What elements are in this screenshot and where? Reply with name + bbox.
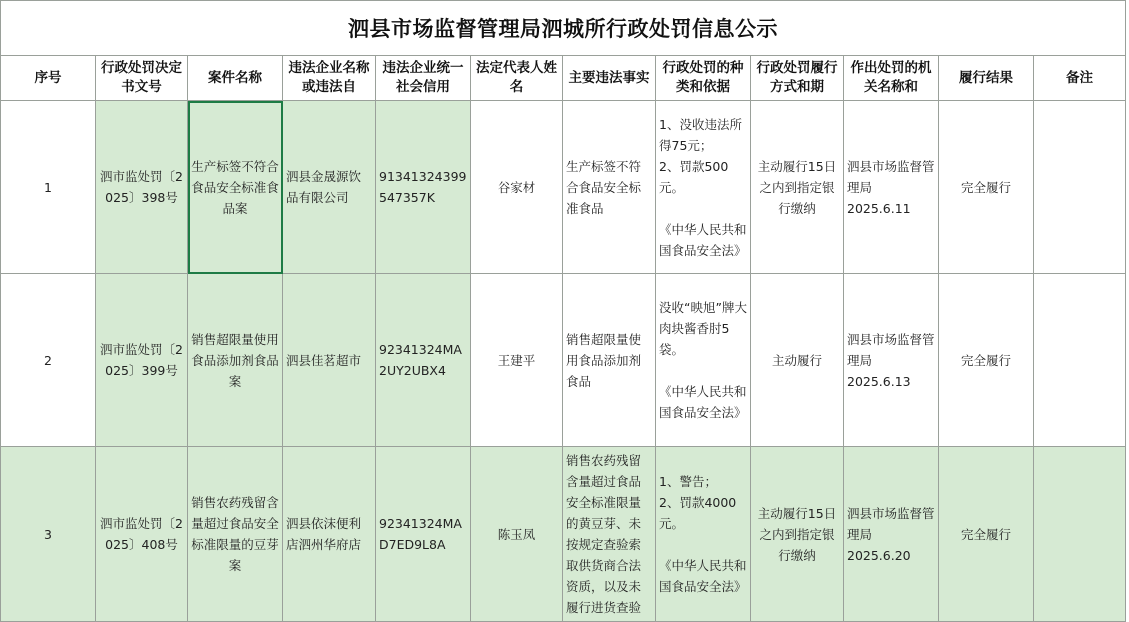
header-row	[1, 56, 1126, 101]
cell-company[interactable]: 泗县金晟源饮品有限公司	[283, 101, 376, 274]
cell-authority[interactable]	[844, 447, 939, 622]
cell-method[interactable]: 主动履行15日之内到指定银行缴纳	[751, 447, 844, 622]
cell-doc[interactable]: 泗市监处罚〔2025〕398号	[96, 101, 188, 274]
authority-date: 2025.6.13	[847, 373, 911, 389]
penalty-line	[659, 360, 747, 381]
authority-date: 2025.6.11	[847, 200, 911, 216]
cell-note[interactable]	[1034, 447, 1126, 622]
header-company[interactable]: 违法企业名称或违法自	[283, 56, 376, 101]
authority-name: 泗县市场监督管理局	[847, 331, 935, 368]
cell-company[interactable]: 泗县依沫便利店泗州华府店	[283, 447, 376, 622]
cell-rep[interactable]: 陈玉凤	[471, 447, 563, 622]
header-doc[interactable]: 行政处罚决定书文号	[96, 56, 188, 101]
cell-method[interactable]: 主动履行	[751, 274, 844, 447]
cell-credit[interactable]: 91341324399547357K	[376, 101, 471, 274]
penalty-line	[659, 198, 747, 219]
cell-method[interactable]: 主动履行15日之内到指定银行缴纳	[751, 101, 844, 274]
table-row	[1, 447, 1126, 622]
cell-company[interactable]: 泗县佳茗超市	[283, 274, 376, 447]
cell-result[interactable]: 完全履行	[939, 447, 1034, 622]
cell-result[interactable]: 完全履行	[939, 274, 1034, 447]
cell-case[interactable]: 销售超限量使用食品添加剂食品案	[188, 274, 283, 447]
cell-facts[interactable]: 销售农药残留含量超过食品安全标准限量的黄豆芽、未按规定查验索取供货商合法资质，以及未履行进货查验	[563, 447, 656, 622]
cell-rep[interactable]: 谷家材	[471, 101, 563, 274]
header-facts[interactable]: 主要违法事实	[563, 56, 656, 101]
cell-authority[interactable]	[844, 274, 939, 447]
table-row	[1, 274, 1126, 447]
cell-case[interactable]: 销售农药残留含量超过食品安全标准限量的豆芽案	[188, 447, 283, 622]
header-no[interactable]: 序号	[1, 56, 96, 101]
authority-name: 泗县市场监督管理局	[847, 158, 935, 195]
penalty-line: 《中华人民共和国食品安全法》	[659, 558, 747, 594]
table-row	[1, 101, 1126, 274]
cell-facts[interactable]: 生产标签不符合食品安全标准食品	[563, 101, 656, 274]
penalty-line: 2、罚款500元。	[659, 158, 729, 195]
cell-doc[interactable]: 泗市监处罚〔2025〕408号	[96, 447, 188, 622]
cell-note[interactable]	[1034, 101, 1126, 274]
header-case[interactable]: 案件名称	[188, 56, 283, 101]
cell-authority[interactable]	[844, 101, 939, 274]
header-rep[interactable]: 法定代表人姓名	[471, 56, 563, 101]
penalty-line: 《中华人民共和国食品安全法》	[659, 221, 747, 258]
cell-result[interactable]: 完全履行	[939, 101, 1034, 274]
penalty-line: 没收“映旭”牌大肉块酱香肘5袋。	[659, 300, 747, 357]
cell-no[interactable]: 1	[1, 101, 96, 274]
cell-doc[interactable]: 泗市监处罚〔2025〕399号	[96, 274, 188, 447]
cell-case[interactable]: 生产标签不符合食品安全标准食品案	[188, 101, 283, 274]
header-credit[interactable]: 违法企业统一社会信用	[376, 56, 471, 101]
cell-credit[interactable]: 92341324MA2UY2UBX4	[376, 274, 471, 447]
penalty-line: 1、没收违法所得75元；	[659, 116, 742, 153]
cell-rep[interactable]: 王建平	[471, 274, 563, 447]
header-note[interactable]: 备注	[1034, 56, 1126, 101]
header-penalty[interactable]: 行政处罚的种类和依据	[656, 56, 751, 101]
cell-no[interactable]: 2	[1, 274, 96, 447]
page-title[interactable]: 泗县市场监督管理局泗城所行政处罚信息公示	[1, 1, 1126, 56]
penalty-line: 1、警告；	[659, 474, 717, 489]
cell-facts[interactable]: 销售超限量使用食品添加剂食品	[563, 274, 656, 447]
penalty-line	[659, 534, 747, 555]
cell-penalty[interactable]	[656, 101, 751, 274]
cell-no[interactable]: 3	[1, 447, 96, 622]
authority-name: 泗县市场监督管理局	[847, 505, 935, 542]
penalty-line: 2、罚款4000元。	[659, 495, 737, 531]
cell-penalty[interactable]	[656, 274, 751, 447]
penalty-line: 《中华人民共和国食品安全法》	[659, 384, 747, 420]
header-method[interactable]: 行政处罚履行方式和期	[751, 56, 844, 101]
cell-penalty[interactable]	[656, 447, 751, 622]
header-result[interactable]: 履行结果	[939, 56, 1034, 101]
authority-date: 2025.6.20	[847, 547, 911, 563]
header-authority[interactable]: 作出处罚的机关名称和	[844, 56, 939, 101]
cell-credit[interactable]: 92341324MAD7ED9L8A	[376, 447, 471, 622]
cell-note[interactable]	[1034, 274, 1126, 447]
